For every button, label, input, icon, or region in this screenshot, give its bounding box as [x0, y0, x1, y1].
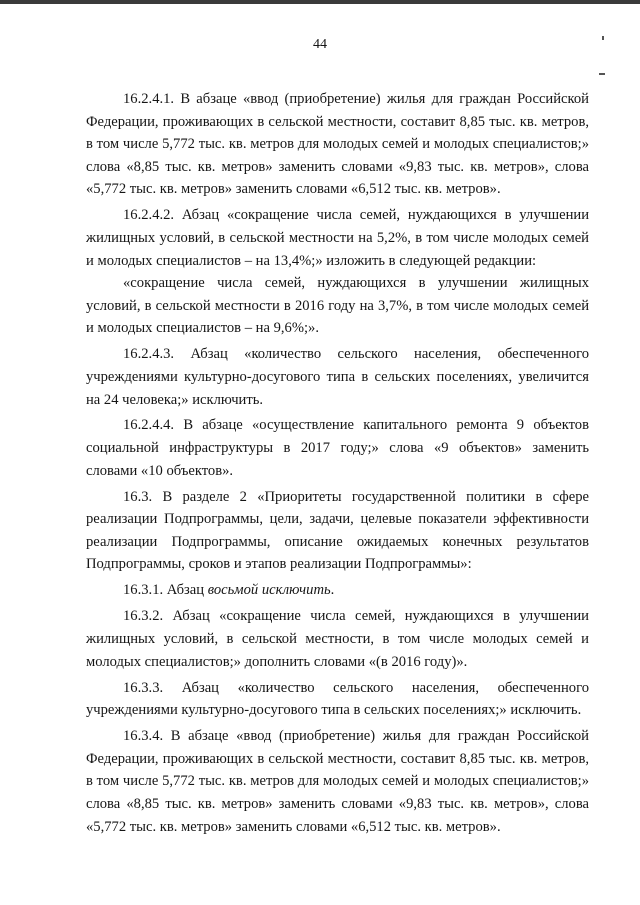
paragraph-16-2-4-2: 16.2.4.2. Абзац «сокращение числа семей, нуждающихся в улучшении жилищных условий, в сельской местности на 5,2%, в том числе молодых семей и молодых специалистов – на 13,4%;» изложить в следующей редакции: [86, 207, 589, 269]
top-border-line [0, 0, 640, 4]
paragraph-16-3-1-emphasis: восьмой исключить [207, 582, 331, 599]
paragraph-16-2-4-4: 16.2.4.4. В абзаце «осуществление капитального ремонта 9 объектов социальной инфраструктуры в 2017 году;» слова «9 объектов» заменить словами «10 объектов». [86, 417, 589, 479]
scan-artifact-mark [599, 73, 605, 75]
page-number: 44 [313, 37, 327, 52]
paragraph-16-2-4-1: 16.2.4.1. В абзаце «ввод (приобретение) жилья для граждан Российской Федерации, проживающих в сельской местности, составит 8,85 тыс. кв. метров, в том числе 5,772 тыс. кв. метров для молодых семей и молодых специалистов;» слова «8,85 тыс. кв. метров» заменить словами «9,83 тыс. кв. метров», слова «5,772 тыс. кв. метров» заменить словами «6,512 тыс. кв. метров». [86, 91, 589, 198]
paragraph-16-3-2: 16.3.2. Абзац «сокращение числа семей, нуждающихся в улучшении жилищных условий, в сельской местности, в том числе молодых семей и молодых специалистов;» дополнить словами «(в 2016 году)». [86, 608, 589, 670]
paragraph-16-3: 16.3. В разделе 2 «Приоритеты государственной политики в сфере реализации Подпрограммы, цели, задачи, целевые показатели эффективности реализации Подпрограммы, описание ожидаемых конечных результатов Подпрограммы, сроков и этапов реализации Подпрограммы»: [86, 488, 589, 573]
paragraph-16-3-1-prefix: 16.3.1. Абзац [123, 582, 208, 599]
paragraph-16-2-4-2-new-wording: «сокращение числа семей, нуждающихся в улучшении жилищных условий, в сельской местности в 2016 году на 3,7%, в том числе молодых семей и молодых специалистов – на 9,6%;». [86, 275, 589, 337]
paragraph-16-3-3: 16.3.3. Абзац «количество сельского населения, обеспеченного учреждениями культурно-досугового типа в сельских поселениях;» исключить. [86, 679, 589, 719]
paragraph-16-3-1: 16.3.1. Абзац восьмой исключить. [123, 582, 335, 599]
document-body [86, 88, 589, 838]
paragraph-16-3-4: 16.3.4. В абзаце «ввод (приобретение) жилья для граждан Российской Федерации, проживающих в сельской местности, составит 8,85 тыс. кв. метров, в том числе 5,772 тыс. кв. метров для молодых семей и молодых специалистов;» слова «8,85 тыс. кв. метров» заменить словами «9,83 тыс. кв. метров», слова «5,772 тыс. кв. метров» заменить словами «6,512 тыс. кв. метров». [86, 728, 589, 835]
paragraph-16-2-4-3: 16.2.4.3. Абзац «количество сельского населения, обеспеченного учреждениями культурно-досугового типа в сельских поселениях, увеличится на 24 человека;» исключить. [86, 346, 589, 408]
